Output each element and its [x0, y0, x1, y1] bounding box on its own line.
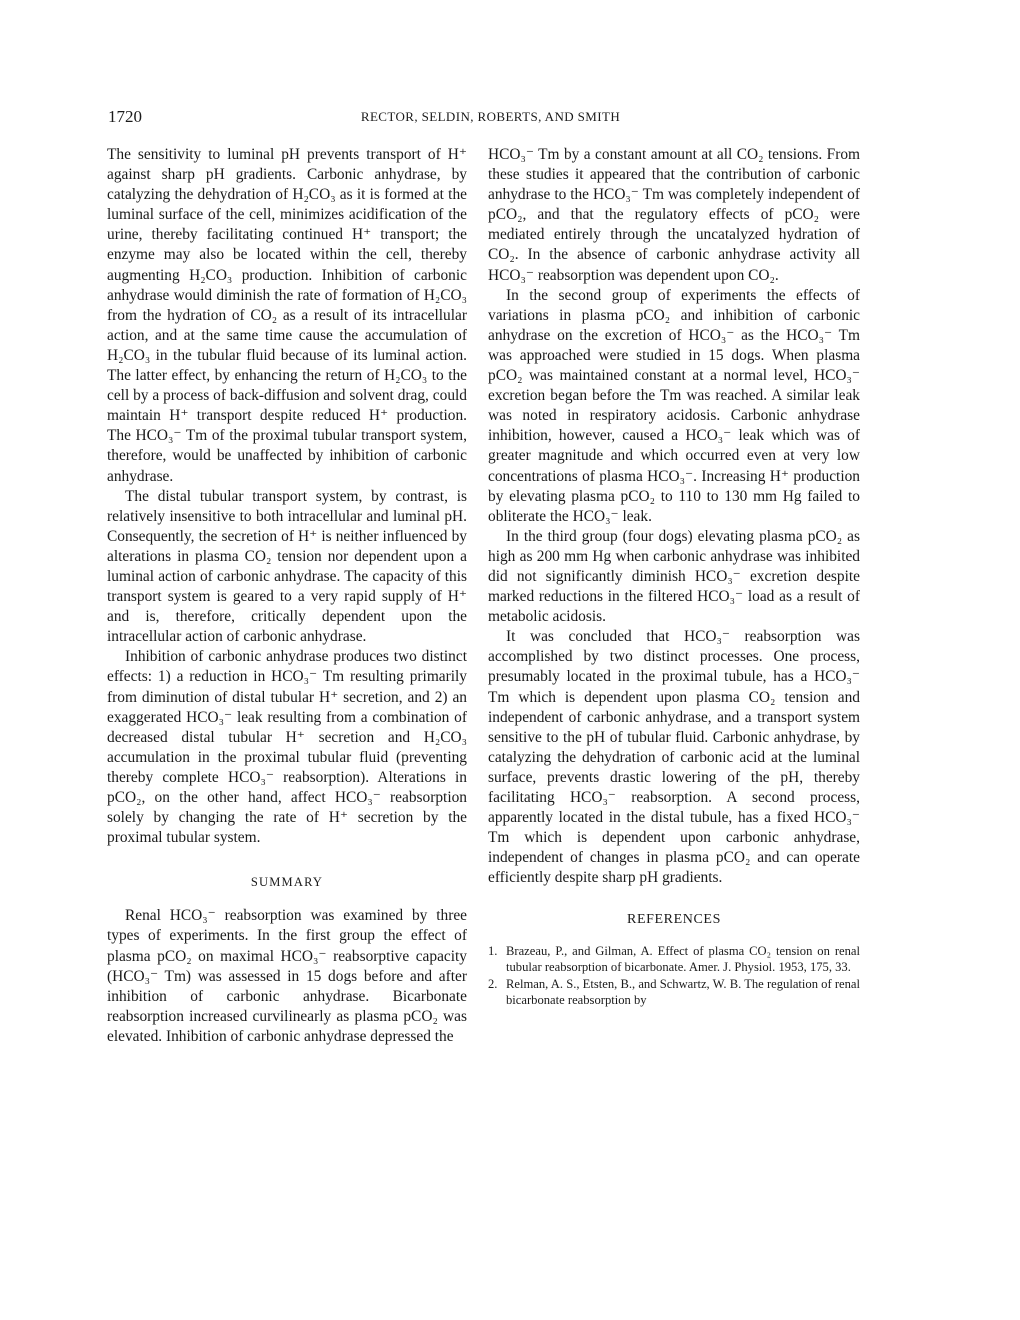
page-number: 1720	[108, 107, 142, 126]
paragraph: In the second group of experiments the effects of variations in plasma pCO₂ and inhibition of carbonic anhydrase on the excretion of HCO₃⁻ as the HCO₃⁻ Tm was approached were studied in 15 dogs. When plasma pCO₂ was maintained constant at a normal level, HCO₃⁻ excretion began before the Tm was reached. A similar leak was noted in respiratory acidosis. Carbonic anhydrase inhibition, however, caused a HCO₃⁻ leak which was of greater magnitude and which occurred even at very low concentrations of plasma HCO₃⁻. Increasing H⁺ production by elevating plasma pCO₂ to 110 to 130 mm Hg failed to obliterate the HCO₃⁻ leak.	[488, 286, 860, 525]
left-column	[107, 145, 467, 1047]
paragraph: It was concluded that HCO₃⁻ reabsorption was accomplished by two distinct processes. One process, presumably located in the proximal tubule, has a HCO₃⁻ Tm which is dependent upon plasma CO₂ tension and independent of carbonic anhydrase, and a transport system sensitive to the pH of tubular fluid. Carbonic anhydrase, by catalyzing the dehydration of carbonic acid at the luminal surface, prevents drastic lowering of the pH, thereby facilitating HCO₃⁻ reabsorption. A second process, apparently located in the distal tubule, has a fixed HCO₃⁻ Tm which is dependent upon carbonic anhydrase, independent of changes in plasma pCO₂ and can operate efficiently despite sharp pH gradients.	[488, 628, 860, 887]
paragraph: Renal HCO₃⁻ reabsorption was examined by three types of experiments. In the first group the effect of plasma pCO₂ on maximal HCO₃⁻ reabsorptive capacity (HCO₃⁻ Tm) was assessed in 15 dogs before and after inhibition of carbonic anhydrase. Bicarbonate reabsorption increased curvilinearly as plasma pCO₂ was elevated. Inhibition of carbonic anhydrase depressed the	[107, 907, 467, 1045]
references-list	[488, 943, 860, 1009]
paragraph: Inhibition of carbonic anhydrase produces two distinct effects: 1) a reduction in HCO₃⁻ Tm resulting primarily from diminution of distal tubular H⁺ secretion, and 2) an exaggerated HCO₃⁻ leak resulting from a combination of decreased distal tubular H⁺ secretion and H₂CO₃ accumulation in the proximal tubular fluid (preventing thereby complete HCO₃⁻ reabsorption). Alterations in pCO₂, on the other hand, affect HCO₃⁻ reabsorption solely by changing the rate of H⁺ secretion by the proximal tubular system.	[107, 648, 467, 847]
paragraph: HCO₃⁻ Tm by a constant amount at all CO₂ tensions. From these studies it appeared that the contribution of carbonic anhydrase to the HCO₃⁻ Tm was completely independent of pCO₂, and that the regulatory effects of pCO₂ were mediated entirely through the uncatalyzed hydration of CO₂. In the absence of carbonic anhydrase activity all HCO₃⁻ reabsorption was dependent upon CO₂.	[488, 146, 860, 284]
paragraph: The sensitivity to luminal pH prevents transport of H⁺ against sharp pH gradients. Carbonic anhydrase, by catalyzing the dehydration of H₂CO₃ as it is formed at the luminal surface of the cell, minimizes acidification of the urine, thereby facilitating continued H⁺ transport; the enzyme may also be located within the cell, thereby augmenting H₂CO₃ production. Inhibition of carbonic anhydrase would diminish the rate of formation of H₂CO₃ from the hydration of CO₂ as a result of its intracellular action, and at the same time cause the accumulation of H₂CO₃ in the tubular fluid because of its luminal action. The latter effect, by enhancing the return of H₂CO₃ to the cell by a process of back-diffusion and solvent drag, could maintain H⁺ transport despite reduced H⁺ production. The HCO₃⁻ Tm of the proximal tubular transport system, therefore, would be unaffected by inhibition of carbonic anhydrase.	[107, 146, 467, 485]
paragraph: In the third group (four dogs) elevating plasma pCO₂ as high as 200 mm Hg when carbonic anhydrase was inhibited did not significantly diminish HCO₃⁻ excretion despite marked reductions in the filtered HCO₃⁻ load as a result of metabolic acidosis.	[488, 527, 860, 626]
reference-text: Brazeau, P., and Gilman, A. Effect of plasma CO₂ tension on renal tubular reabsorption of bicarbonate. Amer. J. Physiol. 1953, 175, 33.	[506, 943, 860, 974]
reference-text: Relman, A. S., Etsten, B., and Schwartz, W. B. The regulation of renal bicarbonate reabsorption by	[506, 976, 860, 1008]
summary-heading: SUMMARY	[250, 875, 324, 890]
reference-item	[488, 976, 860, 1008]
reference-number: 2.	[488, 976, 498, 991]
reference-item	[488, 943, 860, 975]
running-head: RECTOR, SELDIN, ROBERTS, AND SMITH	[360, 109, 621, 124]
right-column	[488, 145, 860, 1009]
paragraph: The distal tubular transport system, by contrast, is relatively insensitive to both intracellular and luminal pH. Consequently, the secretion of H⁺ is neither influenced by alterations in plasma CO₂ tension nor dependent upon a luminal action of carbonic anhydrase. The capacity of this transport system is geared to a very rapid supply of H⁺ and is, therefore, critically dependent upon the intracellular action of carbonic anhydrase.	[107, 487, 467, 646]
references-heading: REFERENCES	[627, 912, 721, 928]
reference-number: 1.	[488, 943, 498, 958]
page-header	[108, 107, 873, 133]
